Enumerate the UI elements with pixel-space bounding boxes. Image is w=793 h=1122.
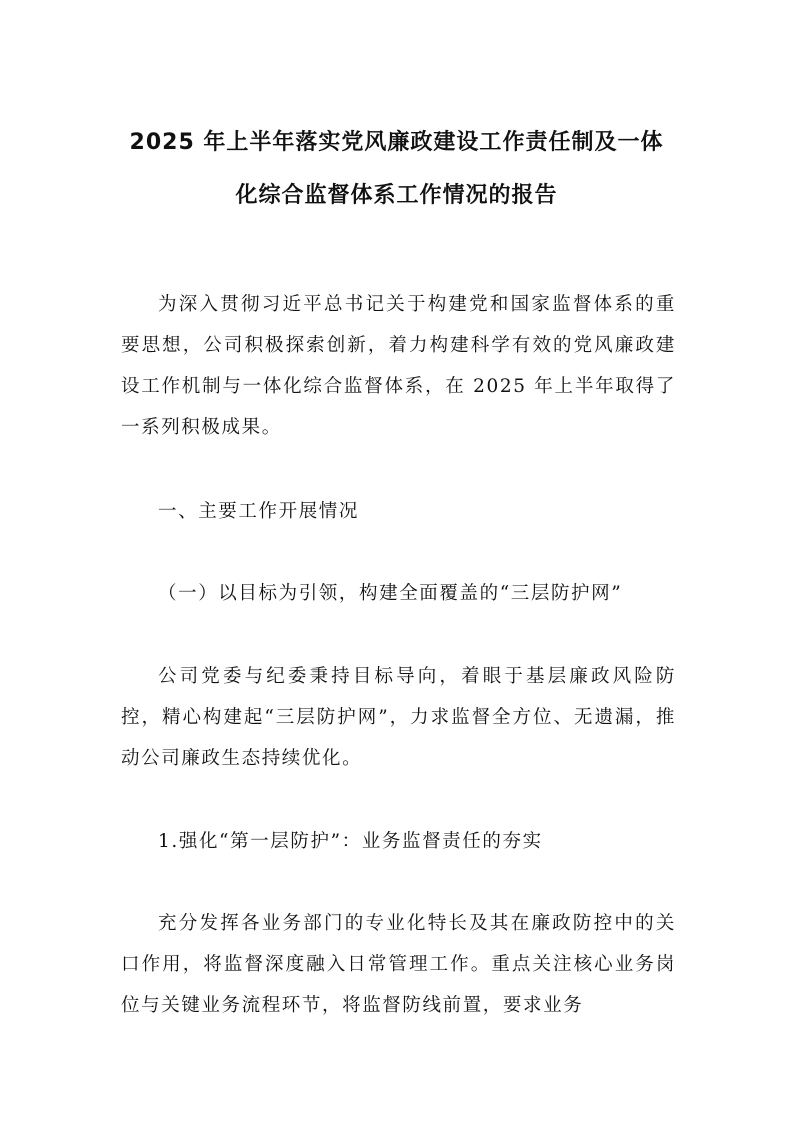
report-title-line-1: 2025 年上半年落实党风廉政建设工作责任制及一体 <box>129 130 664 155</box>
subsection-body-paragraph: 公司党委与纪委秉持目标导向，着眼于基层廉政风险防控，精心构建起“三层防护网”，力求监督全方位、无遗漏，推动公司廉政生态持续优化。 <box>121 666 676 769</box>
subsection-heading-three-layer-net: （一）以目标为引领，构建全面覆盖的“三层防护网” <box>158 583 623 604</box>
item-body-paragraph: 充分发挥各业务部门的专业化特长及其在廉政防控中的关口作用，将监督深度融入日常管理工作。重点关注核心业务岗位与关键业务流程环节，将监督防线前置，要求业务 <box>121 913 676 1016</box>
intro-paragraph: 为深入贯彻习近平总书记关于构建党和国家监督体系的重要思想，公司积极探索创新，着力构建科学有效的党风廉政建设工作机制与一体化综合监督体系，在 2025 年上半年取得了一系列积极成果。 <box>121 294 676 438</box>
section-heading-main-work: 一、主要工作开展情况 <box>158 501 360 522</box>
report-title-line-2: 化综合监督体系工作情况的报告 <box>235 183 558 208</box>
item-heading-first-layer: 1.强化“第一层防护”：业务监督责任的夯实 <box>158 831 543 852</box>
